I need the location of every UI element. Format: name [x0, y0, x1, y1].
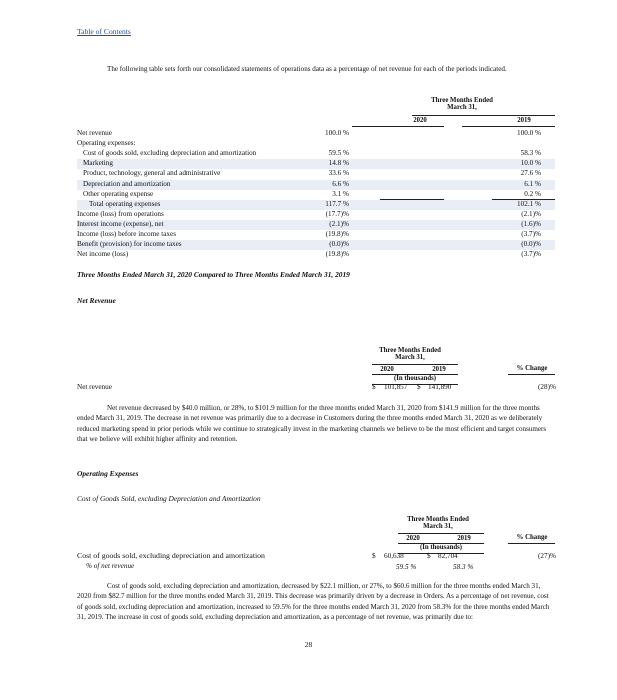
pct-table-row — [77, 200, 555, 210]
pct-row-value-2020: 14.8 % — [328, 159, 349, 168]
pct-table-row — [77, 220, 555, 230]
cogs-currency-2019: $ — [427, 552, 431, 560]
pct-row-label: Other operating expense — [83, 189, 154, 198]
cogs-paragraph: Cost of goods sold, excluding depreciation and amortization, decreased by $22.1 million, or 27%, to $60.6 million for the three months ended March 31, 2020 from $82.7 million for the three months ended March 31, 2019. This decrease was primarily driven by a decrease in Orders. As a percentage of net revenue, cost of goods sold, excluding depreciation and amortization, increased to 59.5% for the three months ended March 31, 2020 from 58.3% for the three months ended March 31, 2019. The increase in cost of goods sold, excluding depreciation and amortization, as a percentage of net revenue, was primarily due to: — [77, 582, 550, 621]
pct-table-row — [77, 169, 555, 179]
pct-row-label: Product, technology, general and administrative — [83, 169, 221, 178]
cogs-row-label: Cost of goods sold, excluding depreciation and amortization — [77, 551, 265, 560]
pct-row-label: Cost of goods sold, excluding depreciation and amortization — [83, 149, 257, 158]
cogs-pct-label: % of net revenue — [86, 562, 135, 570]
nr-col-2020: 2020 — [380, 366, 394, 373]
pct-row-value-2019: 0.2 % — [524, 189, 541, 198]
table-of-contents-link[interactable]: Table of Contents — [77, 27, 131, 36]
pct-row-value-2019: 6.1 % — [524, 179, 541, 188]
pct-table-col-2019: 2019 — [517, 117, 531, 124]
pct-row-value-2019: (1.6)% — [521, 219, 541, 228]
pct-row-value-2020: 6.6 % — [332, 179, 349, 188]
pct-row-label: Net income (loss) — [77, 250, 129, 259]
pct-table-row — [77, 190, 555, 200]
pct-row-label: Operating expenses: — [77, 139, 136, 148]
nr-value-2020: 101,857 — [384, 383, 408, 391]
pct-row-value-2019: 27.6 % — [520, 169, 541, 178]
pct-table-col-2020: 2020 — [413, 117, 427, 124]
pct-row-value-2020: (19.8)% — [325, 230, 349, 238]
net-revenue-heading: Net Revenue — [77, 296, 116, 305]
cogs-col-2020: 2020 — [406, 535, 420, 542]
pct-row-value-2020: 3.1 % — [332, 189, 349, 198]
pct-row-label: Net revenue — [77, 129, 112, 137]
cogs-currency-2020: $ — [372, 552, 376, 560]
pct-table-row — [77, 129, 555, 139]
pct-row-label: Income (loss) from operations — [77, 209, 164, 218]
pct-row-label: Benefit (provision) for income taxes — [77, 240, 182, 249]
pct-row-label: Total operating expenses — [89, 199, 161, 208]
cogs-value-2019: 82,704 — [438, 552, 458, 560]
operating-expenses-heading: Operating Expenses — [77, 469, 139, 478]
cogs-change-header: % Change — [516, 534, 548, 541]
cogs-subheading: Cost of Goods Sold, excluding Depreciation and Amortization — [77, 494, 261, 503]
pct-table-row — [77, 210, 555, 220]
intro-paragraph: The following table sets forth our consolidated statements of operations data as a percentage of net revenue for each of the periods indicated. — [107, 65, 507, 73]
nr-change-header: % Change — [516, 365, 548, 372]
pct-row-value-2020: (2.1)% — [329, 219, 349, 228]
pct-table-row — [77, 240, 555, 250]
pct-table-header-group: Three Months Ended March 31, — [431, 97, 493, 111]
pct-row-value-2020: 100.0 % — [325, 129, 349, 137]
pct-row-value-2020: (0.0)% — [329, 240, 349, 249]
nr-value-2019: 141,890 — [428, 383, 452, 391]
pct-row-value-2019: (0.0)% — [521, 240, 541, 249]
cogs-pct-2020: 59.5 % — [396, 563, 417, 571]
pct-row-label: Marketing — [83, 159, 113, 168]
pct-table-row — [77, 230, 555, 240]
nr-units: (In thousands) — [393, 375, 437, 382]
pct-row-value-2019: 10.0 % — [520, 159, 541, 168]
cogs-pct-2019: 58.3 % — [453, 563, 474, 571]
pct-row-value-2020: (17.7)% — [325, 209, 349, 218]
pct-row-value-2019: (3.7)% — [521, 230, 541, 238]
pct-row-value-2019: (2.1)% — [521, 209, 541, 218]
pct-row-value-2020: 59.5 % — [328, 149, 349, 158]
nr-currency-2020: $ — [372, 383, 376, 391]
pct-row-label: Income (loss) before income taxes — [77, 230, 176, 238]
nr-col-2019: 2019 — [432, 366, 446, 373]
pct-row-value-2019: 102.1 % — [517, 199, 541, 208]
cogs-value-2020: 60,638 — [384, 552, 404, 560]
nr-currency-2019: $ — [417, 383, 421, 391]
pct-table-row — [77, 159, 555, 169]
pct-row-value-2020: (19.8)% — [325, 250, 349, 259]
pct-row-value-2019: 100.0 % — [517, 129, 541, 137]
pct-table-row — [77, 180, 555, 190]
nr-row-label: Net revenue — [77, 383, 112, 391]
pct-table-row — [77, 139, 555, 149]
pct-row-value-2020: 117.7 % — [325, 199, 349, 208]
pct-row-value-2019: (3.7)% — [521, 250, 541, 259]
pct-table-row — [77, 250, 555, 260]
pct-row-label: Depreciation and amortization — [83, 179, 171, 188]
cogs-change: (27)% — [538, 552, 556, 560]
cogs-units: (In thousands) — [419, 544, 463, 551]
pct-row-label: Interest income (expense), net — [77, 219, 164, 228]
pct-table-row — [77, 149, 555, 159]
page-number: 28 — [304, 640, 313, 649]
cogs-col-2019: 2019 — [457, 535, 471, 542]
pct-row-value-2020: 33.6 % — [328, 169, 349, 178]
pct-row-value-2019: 58.3 % — [520, 149, 541, 158]
net-revenue-paragraph: Net revenue decreased by $40.0 million, or 28%, to $101.9 million for the three months ended March 31, 2020 from $141.9 million for the three months ended March 31, 2019. The decrease in net revenue was primarily due to a decrease in Customers during the three months ended March 31, 2020 as we deliberately reduced marketing spend in prior periods while we continue to strategically invest in the marketing channels we believe to be the most efficient and target consumers that we believe will exhibit higher affinity and retention. — [77, 404, 547, 443]
section-heading: Three Months Ended March 31, 2020 Compared to Three Months Ended March 31, 2019 — [77, 270, 350, 279]
nr-change: (28)% — [538, 383, 556, 391]
